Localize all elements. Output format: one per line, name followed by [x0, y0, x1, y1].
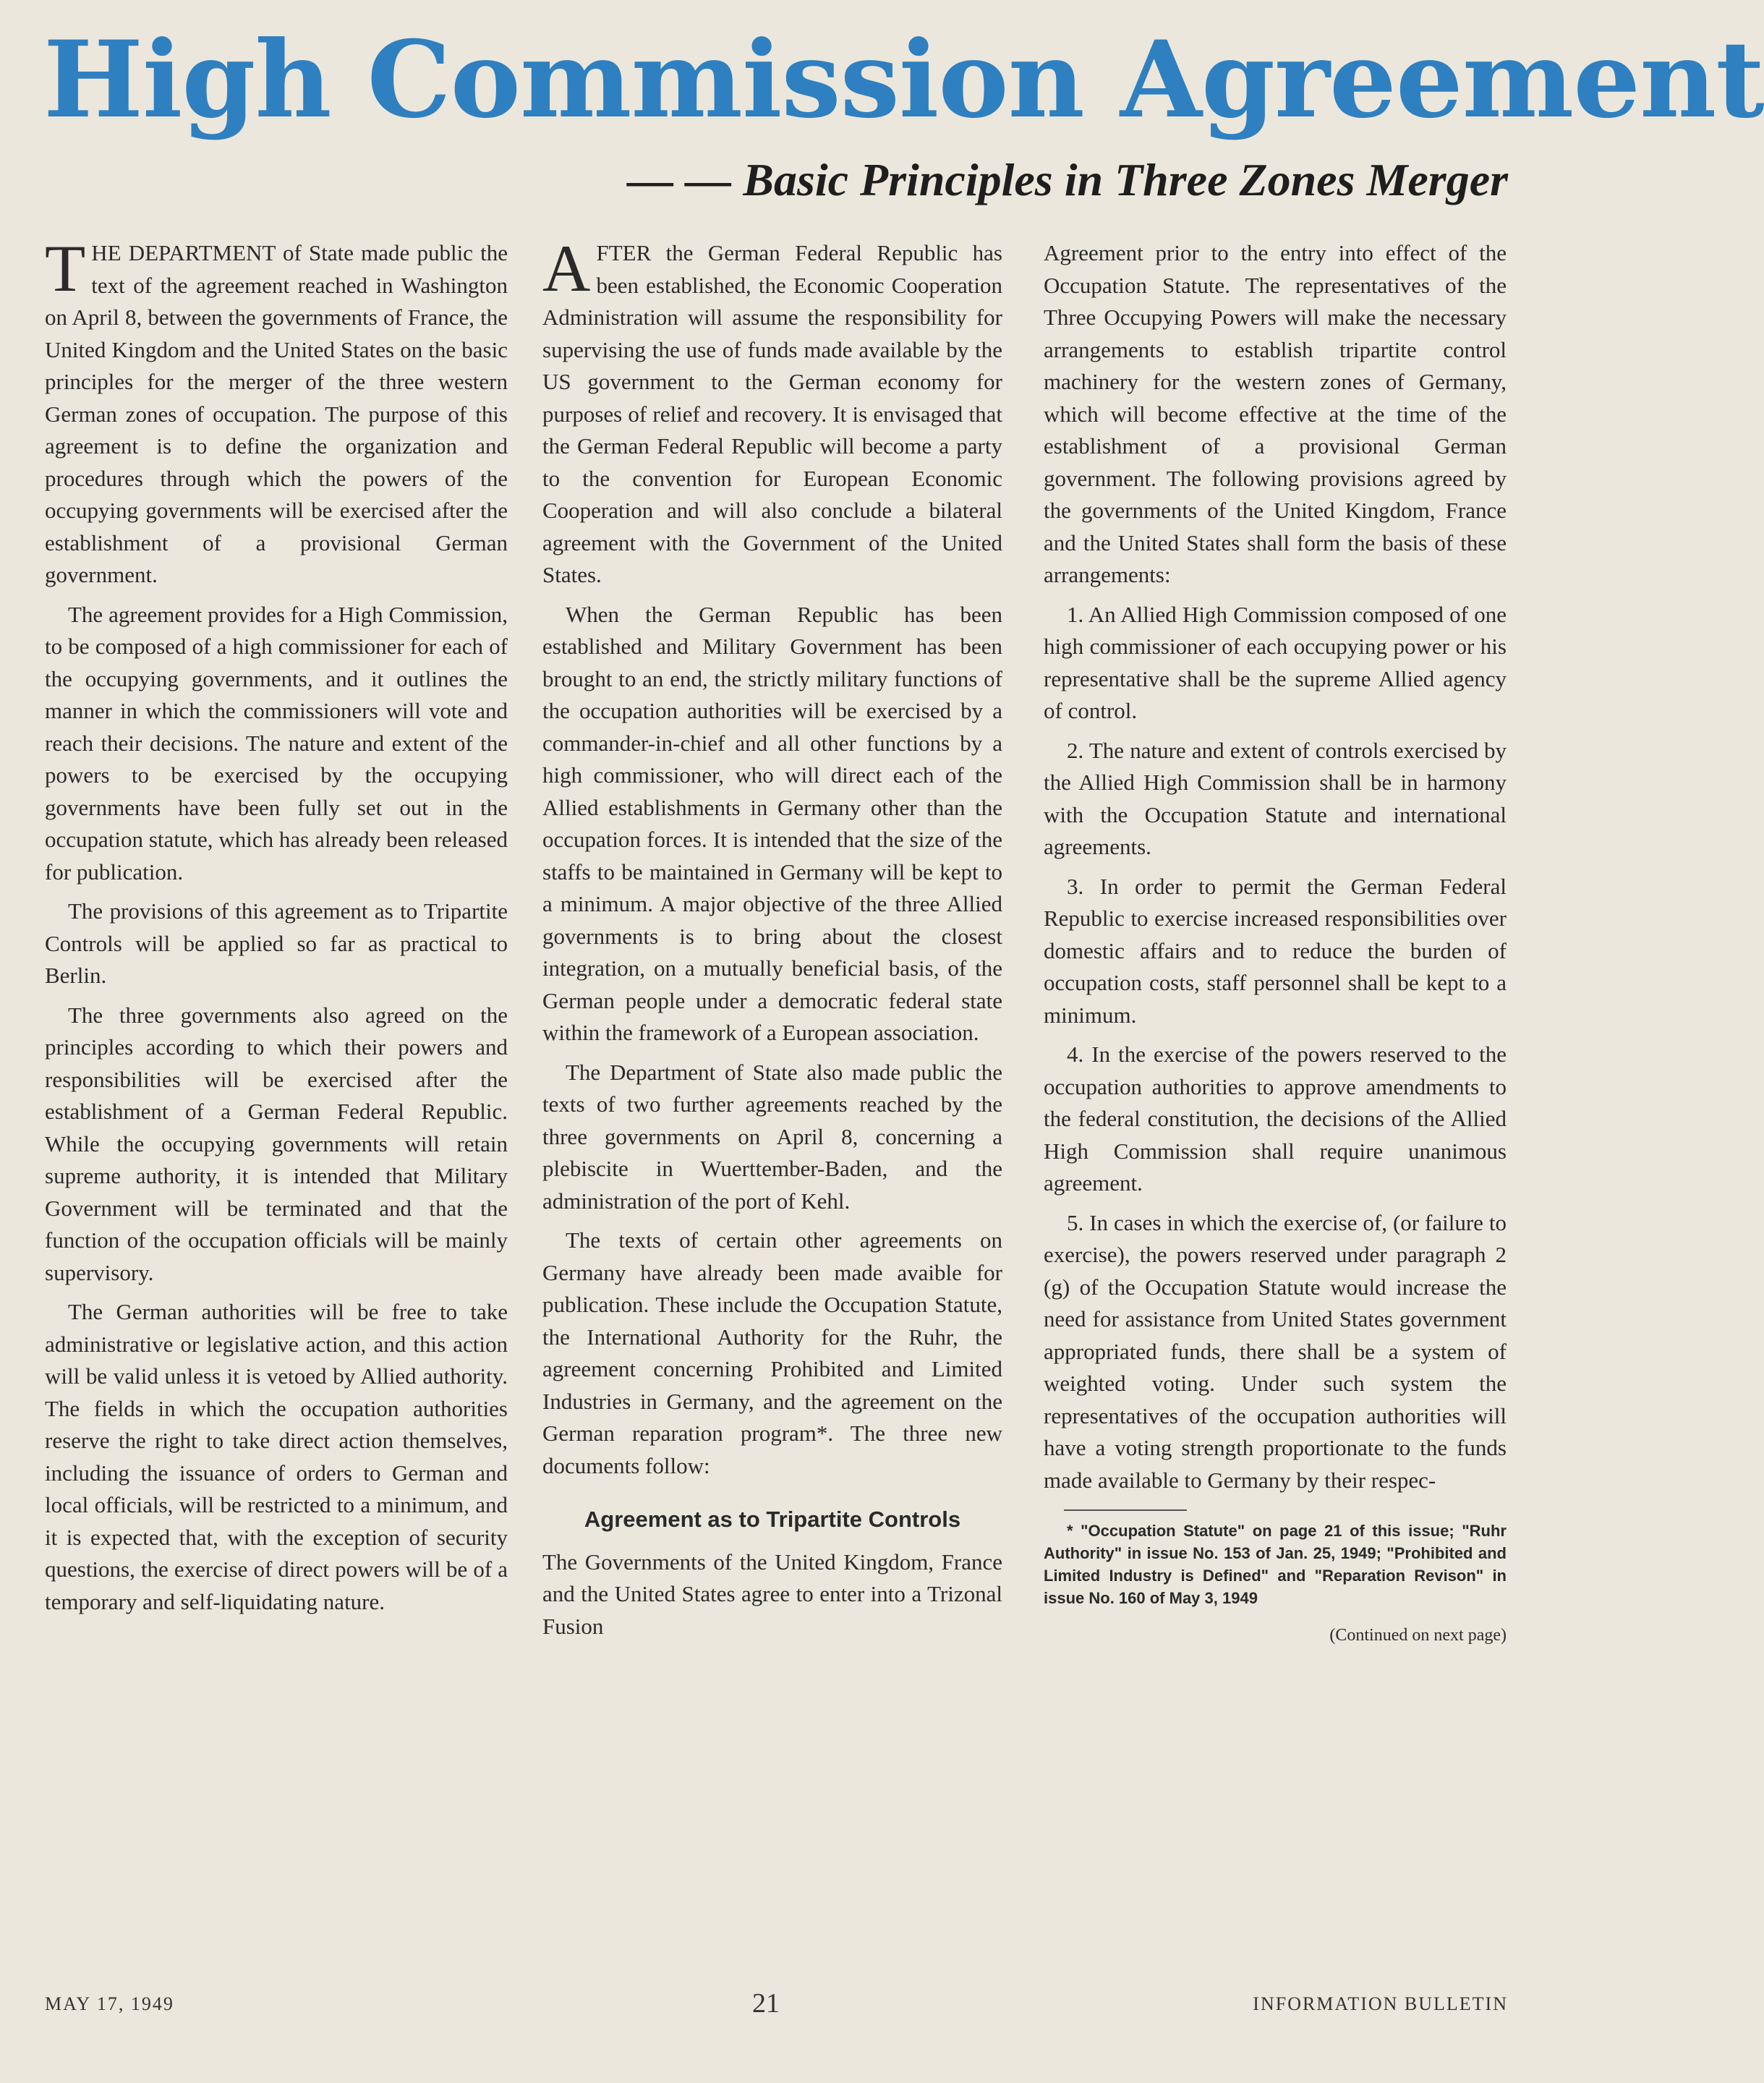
- paragraph: When the German Republic has been established and Military Government has been brought to an end, the strictly military functions of the occupation authorities will be exercised by a commander-in-chief and all other functions by a high commissioner, who will direct each of the Allied establishments in Germany other than the occupation forces. It is intended that the size of the staffs to be maintained in Germany will be kept to a minimum. A major objective of the three Allied governments is to bring about the closest integration, on a mutually beneficial basis, of the German people under a democratic federal state within the framework of a European association.: [542, 601, 1002, 1045]
- paragraph-text: FTER the German Federal Republic has been established, the Economic Cooperation Administration will assume the responsibility for supervising the use of funds made available by the US government to the German economy for purposes of relief and recovery. It is envisaged that the German Federal Republic will become a party to the convention for European Economic Cooperation and will also conclude a bilateral agreement with the Government of the United States.: [542, 240, 1002, 587]
- numbered-provision: 1. An Allied High Commission composed of one high commissioner of each occupying power or his representative shall be the supreme Allied agency of control.: [1044, 601, 1507, 723]
- paragraph: Agreement prior to the entry into effect of the Occupation Statute. The representatives of the Three Occupying Powers will make the necessary arrangements to establish tripartite control machinery for the western zones of Germany, which will become effective at the time of the establishment of a provisional German government. The following provisions agreed by the governments of the United Kingdom, France and the United States shall form the basis of these arrangements:: [1044, 240, 1507, 587]
- drop-cap: T: [45, 231, 86, 305]
- text-column-3: [1044, 237, 1507, 1652]
- paragraph-text: HE DEPARTMENT of State made public the text of the agreement reached in Washington on April 8, between the governments of France, the United Kingdom and the United States on the basic principles for the merger of the three western German zones of occupation. The purpose of this agreement is to define the organization and procedures through which the powers of the occupying governments will be exercised after the establishment of a provisional German government.: [45, 240, 508, 587]
- issue-date: MAY 17, 1949: [45, 1993, 174, 2014]
- numbered-provision: 4. In the exercise of the powers reserved to the occupation authorities to approve amendments to the federal constitution, the decisions of the Allied High Commission shall require unanimous agreement.: [1044, 1042, 1507, 1196]
- footnote: * "Occupation Statute" on page 21 of this issue; "Ruhr Authority" in issue No. 153 of Jan. 25, 1949; "Prohibited and Limited Industry is Defined" and "Reparation Revison" in issue No. 160 of May 3, 1949: [1044, 1522, 1507, 1607]
- page-number: 21: [752, 1988, 780, 2019]
- paragraph: [542, 231, 1002, 592]
- paragraph: The German authorities will be free to take administrative or legislative action, and this action will be valid unless it is vetoed by Allied authority. The fields in which the occupation authorities reserve the right to take direct action themselves, including the issuance of orders to German and local officials, will be restricted to a minimum, and it is expected that, with the exception of security questions, the exercise of direct powers will be of a temporary and self-liquidating nature.: [45, 1299, 508, 1614]
- text-column-1: [45, 231, 508, 1625]
- paragraph: The provisions of this agreement as to Tripartite Controls will be applied so far as practical to Berlin.: [45, 898, 508, 988]
- numbered-provision: 2. The nature and extent of controls exercised by the Allied High Commission shall be in harmony with the Occupation Statute and international agreements.: [1044, 737, 1507, 859]
- paragraph: [45, 231, 508, 592]
- paragraph: The three governments also agreed on the principles according to which their powers and responsibilities will be exercised after the establishment of a German Federal Republic. While the occupying governments will retain supreme authority, it is intended that Military Government will be terminated and that the function of the occupation officials will be mainly supervisory.: [45, 1002, 508, 1285]
- continued-notice: (Continued on next page): [1329, 1626, 1507, 1645]
- article-subtitle: — — Basic Principles in Three Zones Merger: [627, 154, 1508, 205]
- numbered-provision: 3. In order to permit the German Federal Republic to exercise increased responsibilities over domestic affairs and to reduce the burden of occupation costs, staff personnel shall be kept to a minimum.: [1044, 873, 1507, 1028]
- article-title: High Commission Agreement: [43, 18, 1764, 142]
- numbered-provision: 5. In cases in which the exercise of, (or failure to exercise), the powers reserved under paragraph 2 (g) of the Occupation Statute would increase the need for assistance from United States government appropriated funds, there shall be a system of weighted voting. Under such system the representatives of the occupation authorities will have a voting strength proportionate to the funds made available to Germany by their respec-: [1044, 1209, 1507, 1493]
- paragraph: The Governments of the United Kingdom, France and the United States agree to enter into a Trizonal Fusion: [542, 1549, 1002, 1639]
- publication-name: INFORMATION BULLETIN: [1253, 1993, 1508, 2014]
- text-column-2: [542, 231, 1002, 1650]
- paragraph: The agreement provides for a High Commission, to be composed of a high commissioner for each of the occupying governments, and it outlines the manner in which the commissioners will vote and reach their decisions. The nature and extent of the powers to be exercised by the occupying governments have been fully set out in the occupation statute, which has already been released for publication.: [45, 601, 508, 885]
- paragraph: The Department of State also made public the texts of two further agreements reached by the three governments on April 8, concerning a plebiscite in Wuerttember-Baden, and the administration of the port of Kehl.: [542, 1059, 1002, 1214]
- section-heading: Agreement as to Tripartite Controls: [584, 1507, 961, 1532]
- paragraph: The texts of certain other agreements on Germany have already been made avaible for publication. These include the Occupation Statute, the International Authority for the Ruhr, the agreement concerning Prohibited and Limited Industries in Germany, and the agreement on the German reparation program*. The three new documents follow:: [542, 1227, 1002, 1478]
- footnote-divider: [1064, 1509, 1187, 1511]
- drop-cap: A: [542, 231, 591, 305]
